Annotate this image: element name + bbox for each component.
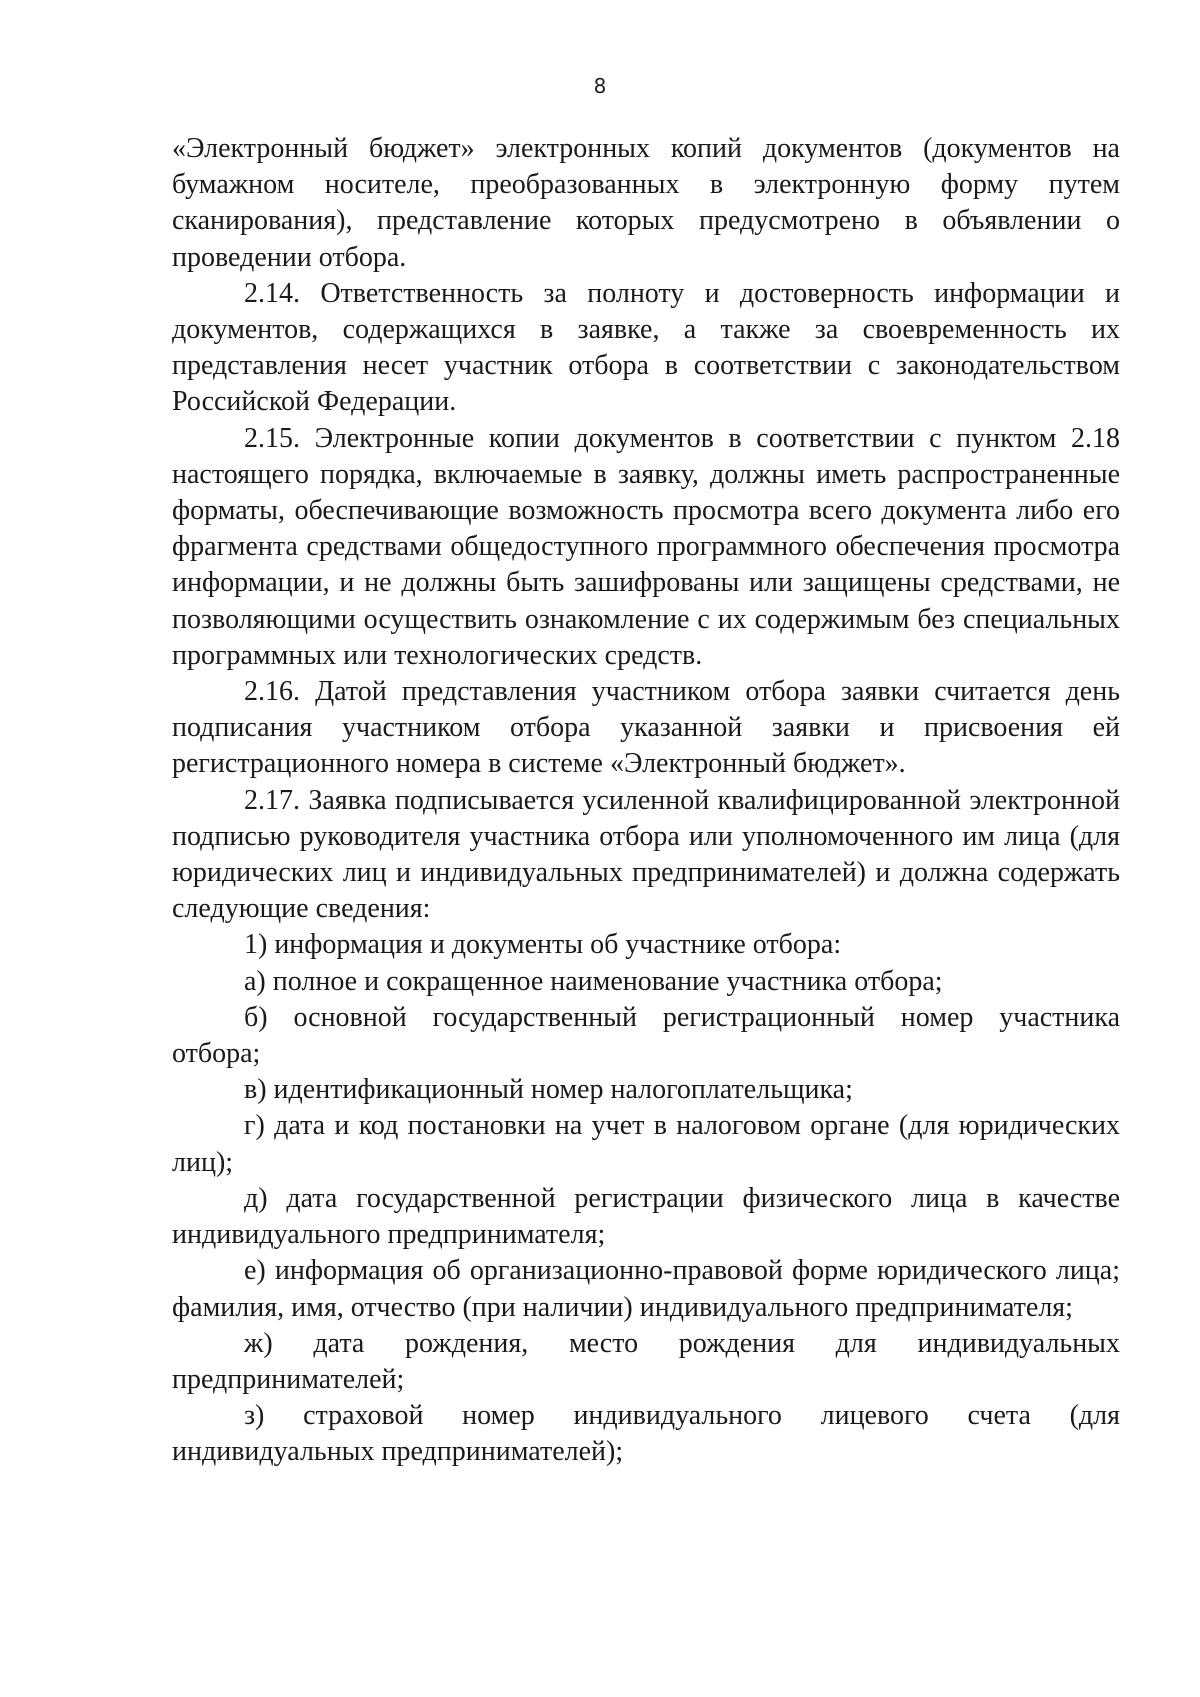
list-item-e: е) информация об организационно-правовой форме юридического лица; фамилия, имя, отчество (при наличии) индивидуального предпринимателя; (172, 1255, 1120, 1323)
list-item-v: в) идентификационный номер налогоплательщика; (244, 1074, 853, 1106)
list-item-a: а) полное и сокращенное наименование участника отбора; (244, 965, 943, 997)
document-body (172, 131, 1120, 1471)
list-item-d: д) дата государственной регистрации физического лица в качестве индивидуального предпринимателя; (172, 1182, 1120, 1251)
list-item-z: з) страховой номер индивидуального лицевого счета (для индивидуальных предпринимателей); (172, 1400, 1120, 1468)
paragraph-2-15: 2.15. Электронные копии документов в соответствии с пунктом 2.18 настоящего порядка, включаемые в заявку, должны иметь распространенные форматы, обеспечивающие возможность просмотра всего документа либо его фрагмента средствами общедоступного программного обеспечения просмотра информации, и не должны быть зашифрованы или защищены средствами, не позволяющими осуществить ознакомление с их содержимым без специальных программных или технологических средств. (172, 422, 1120, 671)
page-number: 8 (593, 74, 607, 98)
paragraph-2-16: 2.16. Датой представления участником отбора заявки считается день подписания участником отбора указанной заявки и присвоения ей регистрационного номера в системе «Электронный бюджет». (172, 676, 1120, 780)
list-item-1: 1) информация и документы об участнике отбора: (244, 929, 842, 961)
paragraph-continuation: «Электронный бюджет» электронных копий документов (документов на бумажном носителе, преобразованных в электронную форму путем сканирования), представление которых предусмотрено в объявлении о проведении отбора. (172, 133, 1120, 273)
list-item-g: г) дата и код постановки на учет в налоговом органе (для юридических лиц); (172, 1110, 1120, 1178)
paragraph-2-14: 2.14. Ответственность за полноту и достоверность информации и документов, содержащихся в заявке, а также за своевременность их представления несет участник отбора в соответствии с законодательством Российской Федерации. (172, 277, 1120, 418)
list-item-b: б) основной государственный регистрационный номер участника отбора; (172, 1001, 1120, 1070)
list-item-zh: ж) дата рождения, место рождения для индивидуальных предпринимателей; (172, 1327, 1120, 1395)
paragraph-2-17: 2.17. Заявка подписывается усиленной квалифицированной электронной подписью руководителя участника отбора или уполномоченного им лица (для юридических лиц и индивидуальных предпринимателей) и должна содержать следующие сведения: (172, 784, 1120, 925)
